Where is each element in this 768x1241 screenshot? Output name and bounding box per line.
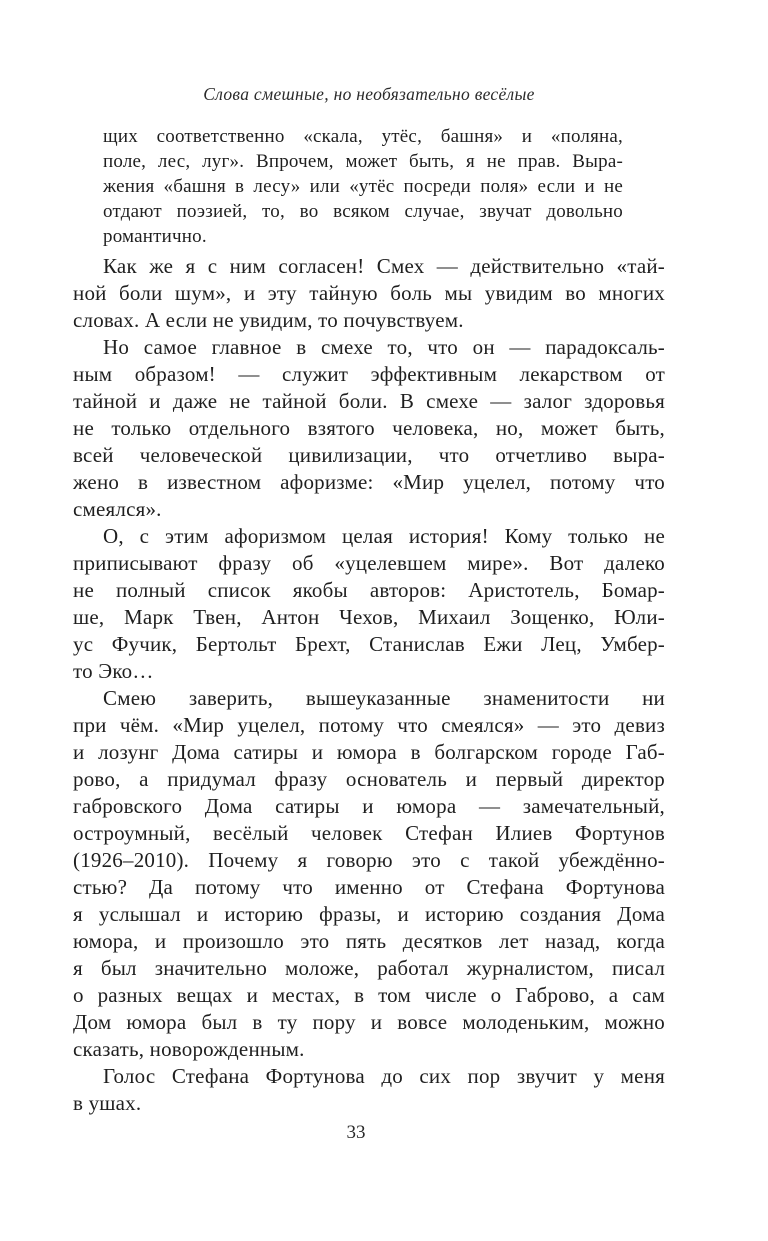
text-line: юмора, и произошло это пять десятков лет назад, когда [73, 929, 665, 953]
text-line: при чём. «Мир уцелел, потому что смеялся» — это девиз [73, 713, 665, 737]
text-line: сказать, новорожденным. [73, 1037, 305, 1061]
text-line: ус Фучик, Бертольт Брехт, Станислав Ежи Лец, Умбер- [73, 632, 665, 656]
text-line: габровского Дома сатиры и юмора — замечательный, [73, 794, 665, 818]
text-line: щих соответственно «скала, утёс, башня» и «поляна, [103, 126, 623, 147]
text-line: не только отдельного взятого человека, но, может быть, [73, 416, 665, 440]
text-line: Смею заверить, вышеуказанные знаменитости ни [103, 686, 665, 710]
text-line: тайной и даже не тайной боли. В смехе — залог здоровья [73, 389, 665, 413]
text-line: романтично. [103, 226, 207, 247]
text-line: словах. А если не увидим, то почувствуем. [73, 308, 464, 332]
text-line: в ушах. [73, 1091, 142, 1115]
text-line: ным образом! — служит эффективным лекарством от [73, 362, 665, 386]
text-line: я был значительно моложе, работал журналистом, писал [73, 956, 665, 980]
text-line: Голос Стефана Фортунова до сих пор звучит у меня [103, 1064, 665, 1088]
paragraph [73, 523, 665, 685]
text-line: не полный список якобы авторов: Аристотель, Бомар- [73, 578, 665, 602]
text-line: ной боли шум», и эту тайную боль мы увидим во многих [73, 281, 665, 305]
body-text [73, 253, 665, 1117]
text-line: Дом юмора был в ту пору и вовсе молоденьким, можно [73, 1010, 665, 1034]
text-line: поле, лес, луг». Впрочем, может быть, я не прав. Выра- [103, 151, 623, 172]
text-line: рово, а придумал фразу основатель и первый директор [73, 767, 665, 791]
text-line: всей человеческой цивилизации, что отчетливо выра- [73, 443, 665, 467]
text-line: то Эко… [73, 659, 154, 683]
text-line: отдают поэзией, то, во всяком случае, звучат довольно [103, 201, 623, 222]
text-line: (1926–2010). Почему я говорю это с такой убеждённо- [73, 848, 665, 872]
quote-block [103, 124, 623, 249]
page-number: 33 [346, 1122, 366, 1143]
text-line: смеялся». [73, 497, 162, 521]
text-line: о разных вещах и местах, в том числе о Габрово, а сам [73, 983, 665, 1007]
text-line: О, с этим афоризмом целая история! Кому только не [103, 524, 665, 548]
paragraph [73, 334, 665, 523]
text-line: Но самое главное в смехе то, что он — парадоксаль- [103, 335, 665, 359]
running-header: Слова смешные, но необязательно весёлые [203, 84, 535, 104]
paragraph [73, 1063, 665, 1117]
text-line: Как же я с ним согласен! Смех — действительно «тай- [103, 254, 665, 278]
text-line: ше, Марк Твен, Антон Чехов, Михаил Зощенко, Юли- [73, 605, 665, 629]
text-line: и лозунг Дома сатиры и юмора в болгарском городе Габ- [73, 740, 665, 764]
paragraph [73, 685, 665, 1063]
text-line: стью? Да потому что именно от Стефана Фортунова [73, 875, 665, 899]
paragraph [73, 253, 665, 334]
text-line: жено в известном афоризме: «Мир уцелел, потому что [73, 470, 665, 494]
text-line: я услышал и историю фразы, и историю создания Дома [73, 902, 665, 926]
text-line: остроумный, весёлый человек Стефан Илиев Фортунов [73, 821, 665, 845]
text-line: приписывают фразу об «уцелевшем мире». Вот далеко [73, 551, 665, 575]
text-line: жения «башня в лесу» или «утёс посреди поля» если и не [103, 176, 623, 197]
